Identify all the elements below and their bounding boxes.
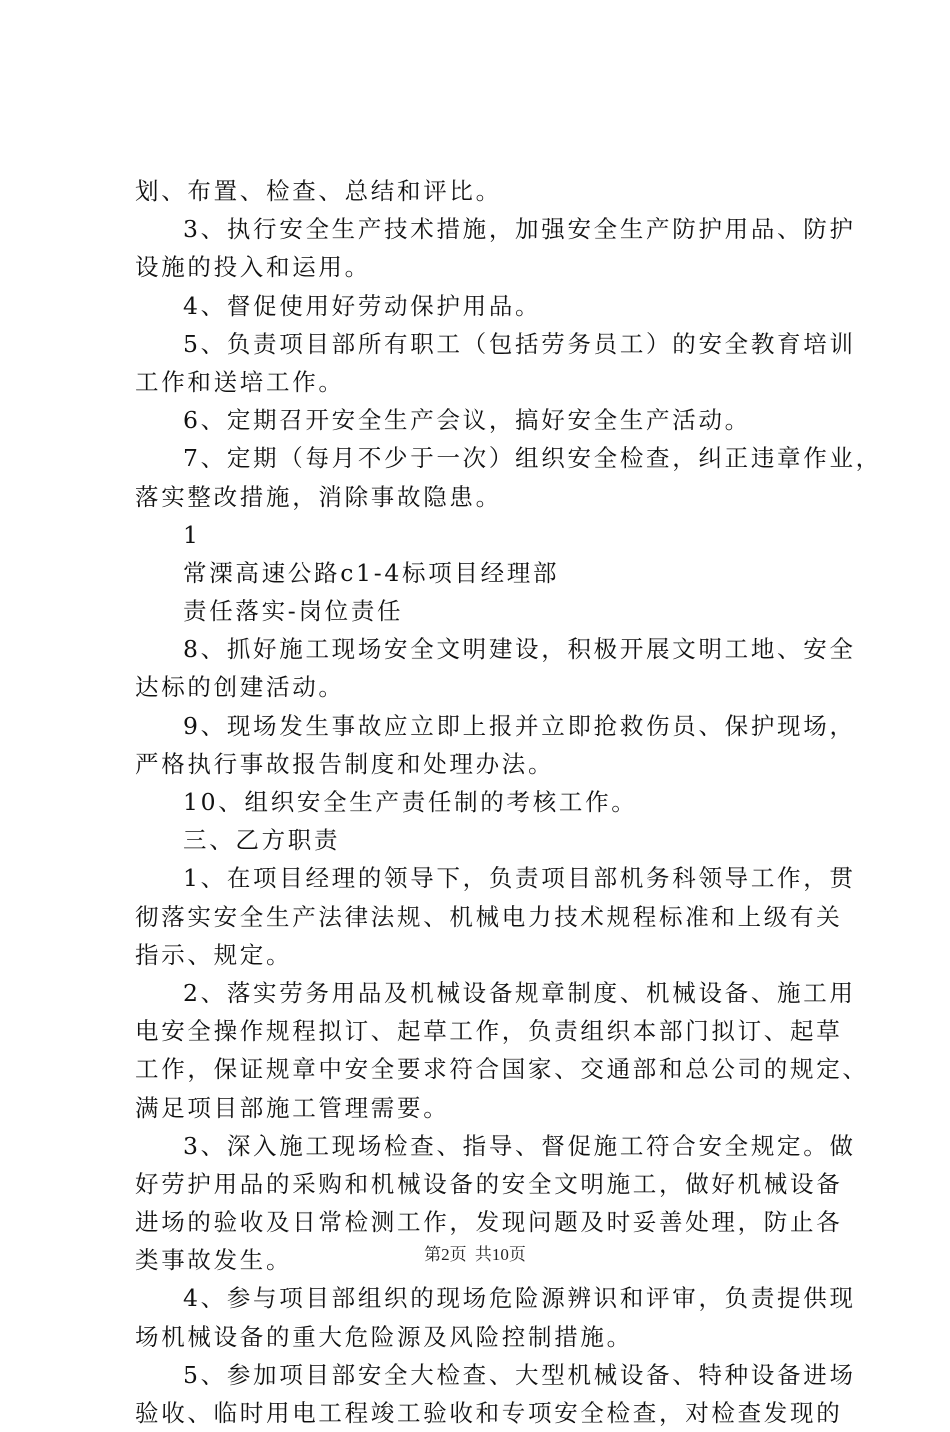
text-line: 落实整改措施，消除事故隐患。	[135, 482, 502, 511]
text-line: 6、定期召开安全生产会议，搞好安全生产活动。	[183, 406, 751, 435]
text-line: 责任落实-岗位责任	[183, 597, 404, 626]
text-line: 5、参加项目部安全大检查、大型机械设备、特种设备进场	[183, 1360, 856, 1389]
text-line: 5、负责项目部所有职工（包括劳务员工）的安全教育培训	[183, 329, 856, 358]
text-line: 彻落实安全生产法律法规、机械电力技术规程标准和上级有关	[135, 902, 843, 931]
text-line: 类事故发生。	[135, 1246, 293, 1275]
text-line: 满足项目部施工管理需要。	[135, 1093, 450, 1122]
text-line: 3、深入施工现场检查、指导、督促施工符合安全规定。做	[183, 1131, 856, 1160]
text-line: 划、布置、检查、总结和评比。	[135, 177, 502, 205]
text-line: 1	[183, 520, 201, 549]
text-line: 常溧高速公路c1-4标项目经理部	[183, 558, 560, 587]
text-line: 好劳护用品的采购和机械设备的安全文明施工，做好机械设备	[135, 1169, 843, 1198]
text-line: 7、定期（每月不少于一次）组织安全检查，纠正违章作业，	[183, 444, 882, 473]
text-line: 4、督促使用好劳动保护用品。	[183, 291, 542, 320]
page-footer	[0, 1240, 950, 1265]
page-number: 第2页	[424, 1245, 467, 1264]
text-line: 电安全操作规程拟订、起草工作，负责组织本部门拟订、起草	[135, 1017, 843, 1046]
text-line: 进场的验收及日常检测工作，发现问题及时妥善处理，防止各	[135, 1208, 843, 1237]
text-line: 3、执行安全生产技术措施，加强安全生产防护用品、防护	[183, 215, 856, 244]
page-total: 共10页	[474, 1245, 526, 1264]
text-line: 验收、临时用电工程竣工验收和专项安全检查，对检查发现的	[135, 1399, 843, 1427]
text-line: 三、乙方职责	[183, 826, 341, 855]
text-line: 场机械设备的重大危险源及风险控制措施。	[135, 1322, 633, 1351]
text-line: 工作和送培工作。	[135, 367, 345, 396]
text-line: 8、抓好施工现场安全文明建设，积极开展文明工地、安全	[183, 635, 856, 664]
text-line: 4、参与项目部组织的现场危险源辨识和评审，负责提供现	[183, 1284, 856, 1313]
text-line: 工作，保证规章中安全要求符合国家、交通部和总公司的规定、	[135, 1055, 869, 1084]
text-line: 设施的投入和运用。	[135, 253, 371, 282]
text-line: 达标的创建活动。	[135, 673, 345, 702]
text-line: 指示、规定。	[135, 940, 293, 969]
text-line: 9、现场发生事故应立即上报并立即抢救伤员、保护现场，	[183, 711, 856, 740]
text-line: 2、落实劳务用品及机械设备规章制度、机械设备、施工用	[183, 978, 856, 1007]
text-line: 1、在项目经理的领导下，负责项目部机务科领导工作，贯	[183, 864, 856, 893]
text-line: 严格执行事故报告制度和处理办法。	[135, 749, 555, 778]
text-line: 10、组织安全生产责任制的考核工作。	[183, 788, 638, 816]
